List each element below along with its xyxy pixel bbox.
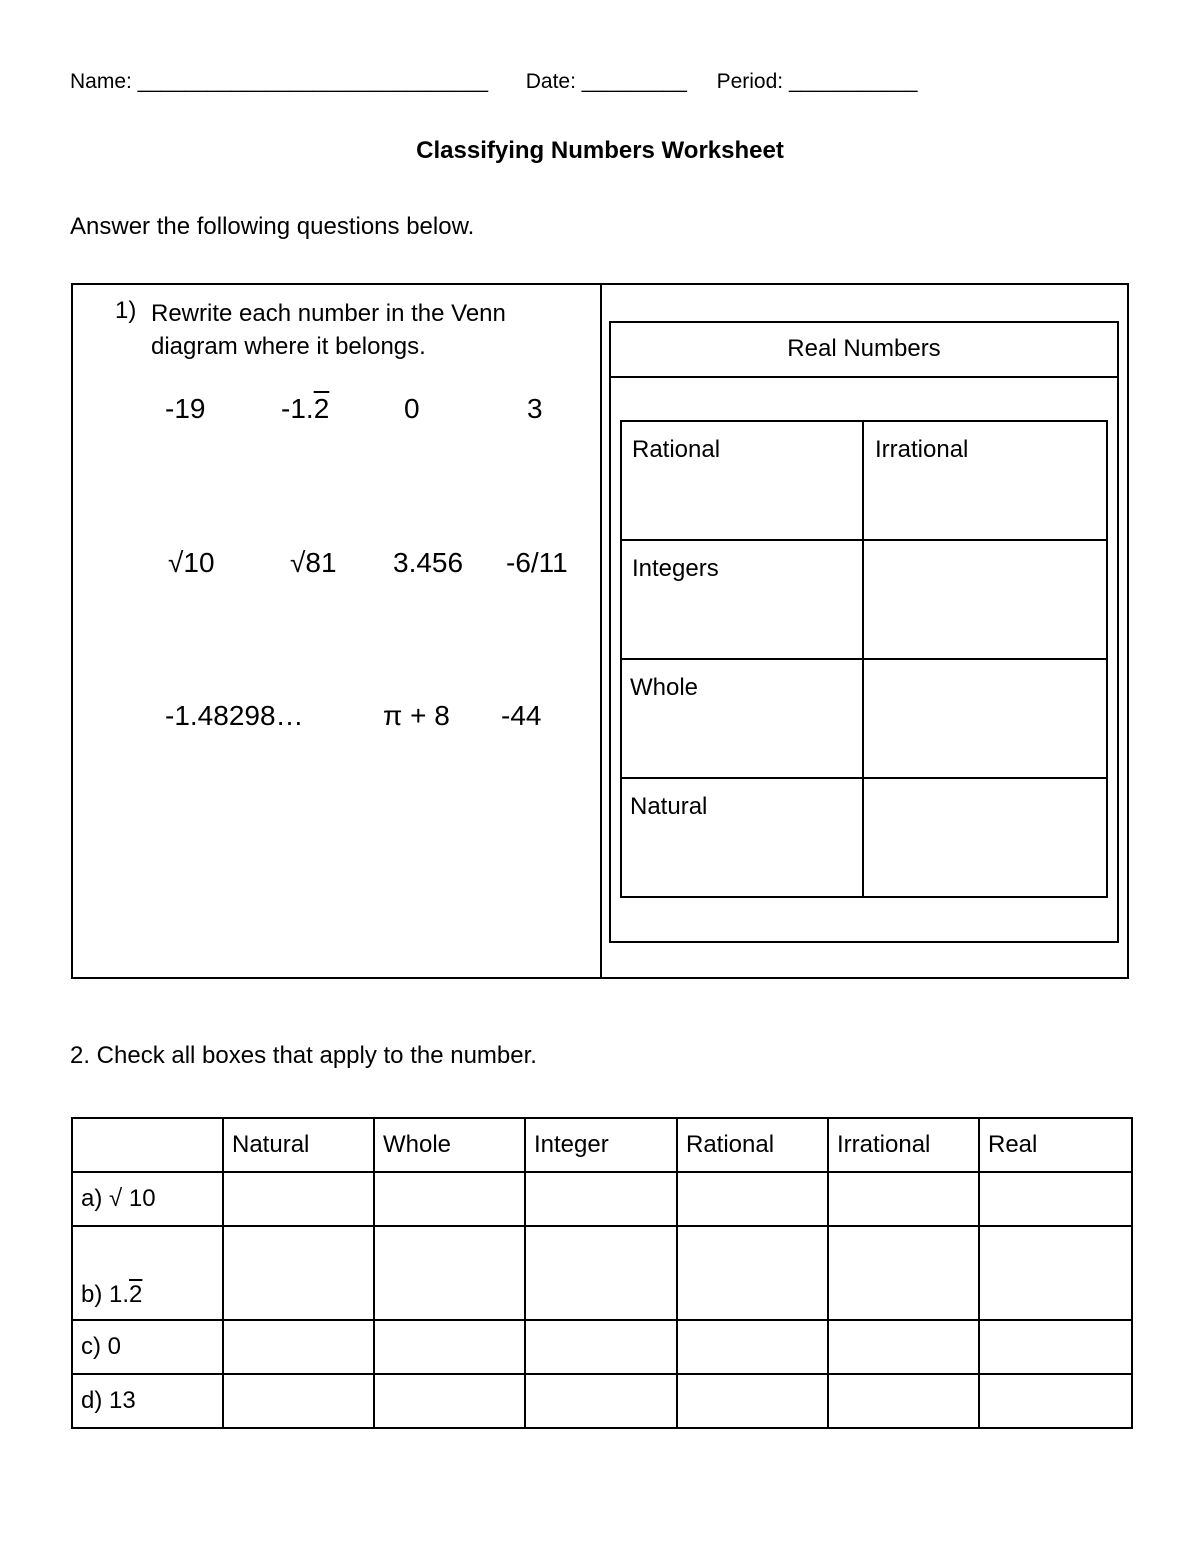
column-header: Natural [223,1118,374,1172]
header-fields [70,70,917,94]
row-label: c) 0 [72,1320,223,1374]
check-cell[interactable] [374,1374,525,1428]
period-field[interactable]: Period: ___________ [716,70,918,93]
check-cell[interactable] [525,1320,677,1374]
rational-cell[interactable]: Rational [632,436,721,463]
integers-cell[interactable]: Integers [632,555,719,582]
classification-table [71,1117,1133,1429]
table-corner-cell [72,1118,223,1172]
check-cell[interactable] [828,1374,979,1428]
check-cell[interactable] [525,1226,677,1320]
number-item: -1.48298… [165,700,304,731]
question-1-divider [600,283,602,979]
row-label-prefix: b) 1. [81,1281,130,1308]
check-cell[interactable] [979,1374,1132,1428]
number-item: 0 [404,393,420,424]
check-cell[interactable] [525,1374,677,1428]
row-label: d) 13 [72,1374,223,1428]
instructions: Answer the following questions below. [70,213,475,240]
question-1-number: 1) [115,297,137,324]
check-cell[interactable] [828,1320,979,1374]
row-label: a) √ 10 [72,1172,223,1226]
check-cell[interactable] [979,1320,1132,1374]
irrational-cell[interactable]: Irrational [875,436,969,463]
whole-cell[interactable]: Whole [630,674,699,701]
table-row [72,1172,1132,1226]
question-1-prompt: Rewrite each number in the Venn diagram where it belongs. [151,300,506,360]
check-cell[interactable] [223,1320,374,1374]
worksheet-title: Classifying Numbers Worksheet [416,137,784,164]
table-row [72,1226,1132,1320]
check-cell[interactable] [828,1226,979,1320]
classification-grid-row-line [620,777,1108,779]
check-cell[interactable] [979,1226,1132,1320]
check-cell[interactable] [374,1172,525,1226]
check-cell[interactable] [677,1320,828,1374]
number-item: -44 [501,700,542,731]
classification-grid-row-line [620,539,1108,541]
check-cell[interactable] [677,1172,828,1226]
number-item [281,393,329,425]
table-row [72,1374,1132,1428]
table-header-row [72,1118,1132,1172]
check-cell[interactable] [223,1226,374,1320]
check-cell[interactable] [979,1172,1132,1226]
row-label [72,1226,223,1320]
check-cell[interactable] [223,1374,374,1428]
column-header: Whole [374,1118,525,1172]
check-cell[interactable] [828,1172,979,1226]
column-header: Integer [525,1118,677,1172]
check-cell[interactable] [374,1320,525,1374]
number-item: -6/11 [506,547,568,578]
date-field[interactable]: Date: _________ [525,70,687,93]
classification-grid-row-line [620,658,1108,660]
check-cell[interactable] [677,1374,828,1428]
table-row [72,1320,1132,1374]
number-item: √10 [168,547,215,578]
real-numbers-header-divider [609,376,1119,378]
number-item: 3 [527,393,543,424]
name-field[interactable]: Name: ______________________________ [70,70,489,93]
repeating-digit: 2 [129,1281,143,1308]
number-item: √81 [290,547,337,578]
check-cell[interactable] [677,1226,828,1320]
column-header: Rational [677,1118,828,1172]
column-header: Irrational [828,1118,979,1172]
natural-cell[interactable]: Natural [630,793,708,820]
check-cell[interactable] [525,1172,677,1226]
check-cell[interactable] [374,1226,525,1320]
number-item-prefix: -1. [281,393,314,424]
number-item: π + 8 [383,700,450,731]
column-header: Real [979,1118,1132,1172]
real-numbers-title: Real Numbers [787,335,941,362]
number-item: 3.456 [393,547,464,578]
repeating-digit: 2 [313,393,330,424]
check-cell[interactable] [223,1172,374,1226]
question-2-title: 2. Check all boxes that apply to the number. [70,1042,537,1069]
number-item: -19 [165,393,206,424]
